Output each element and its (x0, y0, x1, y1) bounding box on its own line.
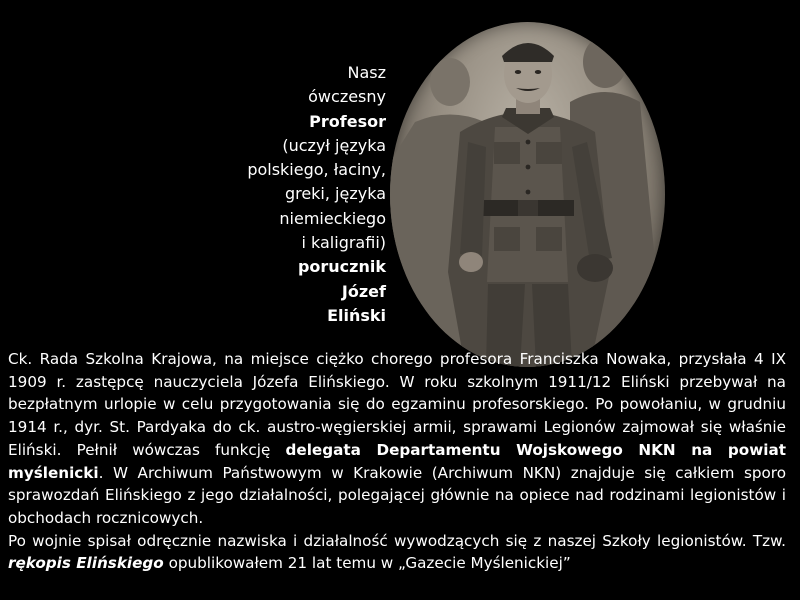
caption-line-2: ówczesny (308, 87, 386, 107)
paragraph-1 (8, 348, 786, 530)
paragraph-2-bolditalic: rękopis Elińskiego (8, 554, 164, 573)
paragraph-1-bold: delegata Departamentu Wojskowego NKN na powiat myślenicki (8, 440, 786, 482)
caption-line-8: i kaligrafii) (301, 233, 386, 253)
caption-line-10: Józef (341, 281, 386, 301)
caption-line-5: polskiego, łaciny, (247, 160, 386, 180)
caption-line-6: greki, języka (284, 184, 386, 204)
caption-line-11: Eliński (327, 305, 386, 325)
caption-line-4: (uczył języka (282, 135, 386, 155)
caption-line-7: niemieckiego (279, 208, 386, 228)
paragraph-1-text-a: Ck. Rada Szkolna Krajowa, na miejsce ciężko chorego profesora Franciszka Nowaka, przysłała 4 IX 1909 r. zastępcę nauczyciela Józefa Elińskiego. W roku szkolnym 1911/12 Eliński przebywał na bezpłatnym urlopie w celu przygotowania się do egzaminu profesorskiego. Po powołaniu, w grudniu 1914 r., dyr. St. Pardyaka do ck. austro-węgierskiej armii, sprawami Legionów zajmował się właśnie Eliński. Pełnił wówczas funkcję (8, 350, 786, 459)
portrait-photo (390, 22, 665, 367)
paragraph-1-text-b: . W Archiwum Państwowym w Krakowie (Archiwum NKN) znajduje się całkiem sporo sprawozdań Elińskiego z jego działalności, polegającej głównie na opiece nad rodzinami legionistów i obchodach rocznicowych. (8, 463, 786, 527)
caption-line-3: Profesor (309, 111, 386, 131)
portrait-caption (186, 61, 386, 328)
body-text (8, 348, 786, 575)
portrait-illustration (390, 22, 665, 367)
paragraph-2 (8, 530, 786, 575)
paragraph-2-text-a: Po wojnie spisał odręcznie nazwiska i działalność wywodzących się z naszej Szkoły legionistów. Tzw. (8, 531, 786, 550)
paragraph-2-text-b: opublikowałem 21 lat temu w „Gazecie Myślenickiej” (163, 554, 571, 573)
caption-line-9: porucznik (297, 257, 386, 277)
caption-line-1: Nasz (347, 63, 386, 82)
